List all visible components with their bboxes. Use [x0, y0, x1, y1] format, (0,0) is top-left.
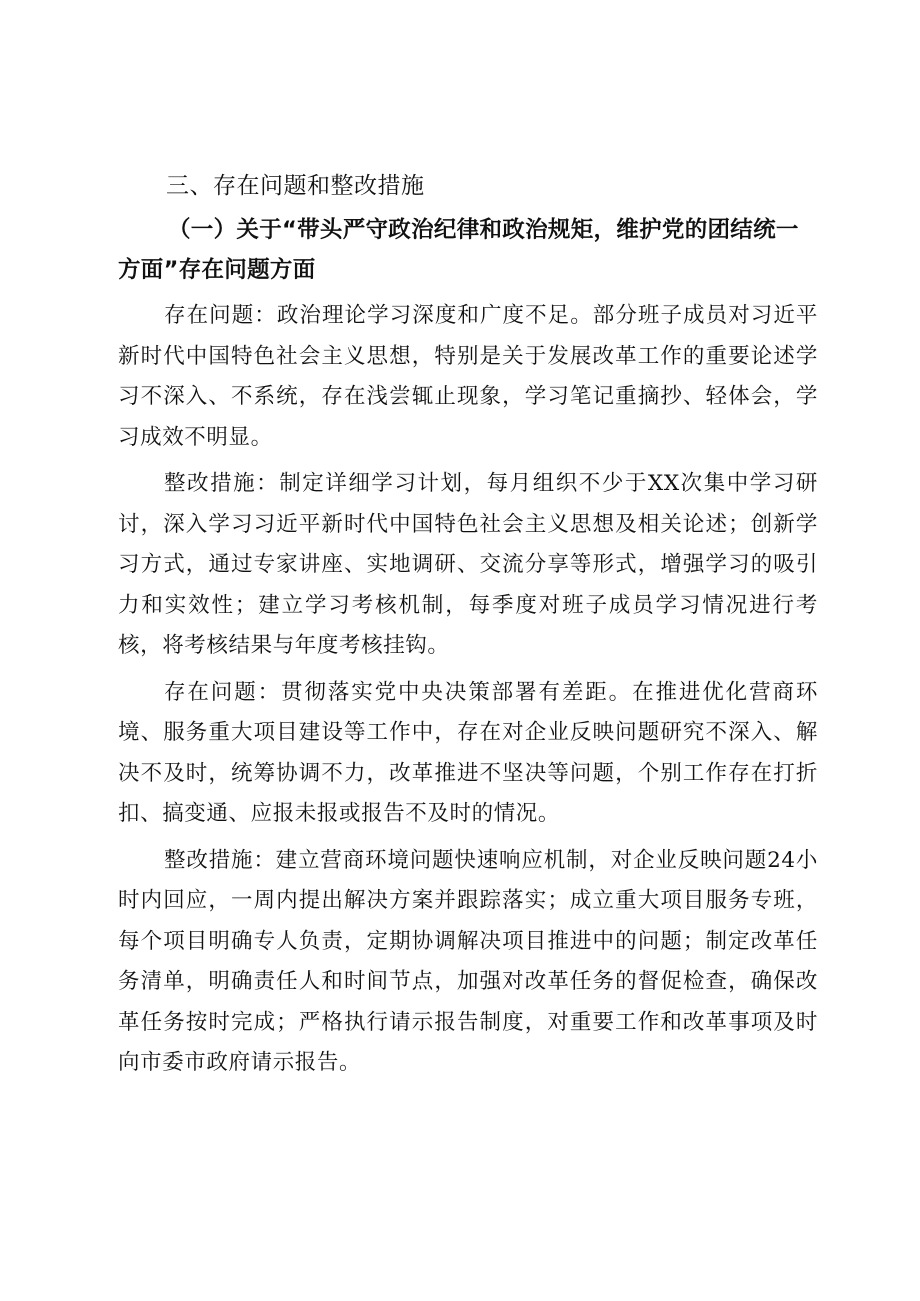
document-body	[118, 168, 818, 1084]
paragraph-problem-1: 存在问题：政治理论学习深度和广度不足。部分班子成员对习近平新时代中国特色社会主义思想，特别是关于发展改革工作的重要论述学习不深入、不系统，存在浅尝辄止现象，学习笔记重摘抄、轻体会，学习成效不明显。	[118, 303, 818, 450]
sub-heading: （一）关于“带头严守政治纪律和政治规矩，维护党的团结统一方面”存在问题方面	[118, 217, 799, 283]
paragraph-measure-2: 整改措施：建立营商环境问题快速响应机制，对企业反映问题24小时内回应，一周内提出解决方案并跟踪落实；成立重大项目服务专班，每个项目明确专人负责，定期协调解决项目推进中的问题；制定改革任务清单，明确责任人和时间节点，加强对改革任务的督促检查，确保改革任务按时完成；严格执行请示报告制度，对重要工作和改革事项及时向市委市政府请示报告。	[118, 847, 818, 1075]
section-heading: 三、存在问题和整改措施	[166, 173, 425, 199]
paragraph-problem-2: 存在问题：贯彻落实党中央决策部署有差距。在推进优化营商环境、服务重大项目建设等工作中，存在对企业反映问题研究不深入、解决不及时，统筹协调不力，改革推进不坚决等问题，个别工作存在打折扣、搞变通、应报未报或报告不及时的情况。	[118, 679, 818, 826]
paragraph-measure-1: 整改措施：制定详细学习计划，每月组织不少于XX次集中学习研讨，深入学习习近平新时代中国特色社会主义思想及相关论述；创新学习方式，通过专家讲座、实地调研、交流分享等形式，增强学习的吸引力和实效性；建立学习考核机制，每季度对班子成员学习情况进行考核，将考核结果与年度考核挂钩。	[118, 471, 818, 658]
